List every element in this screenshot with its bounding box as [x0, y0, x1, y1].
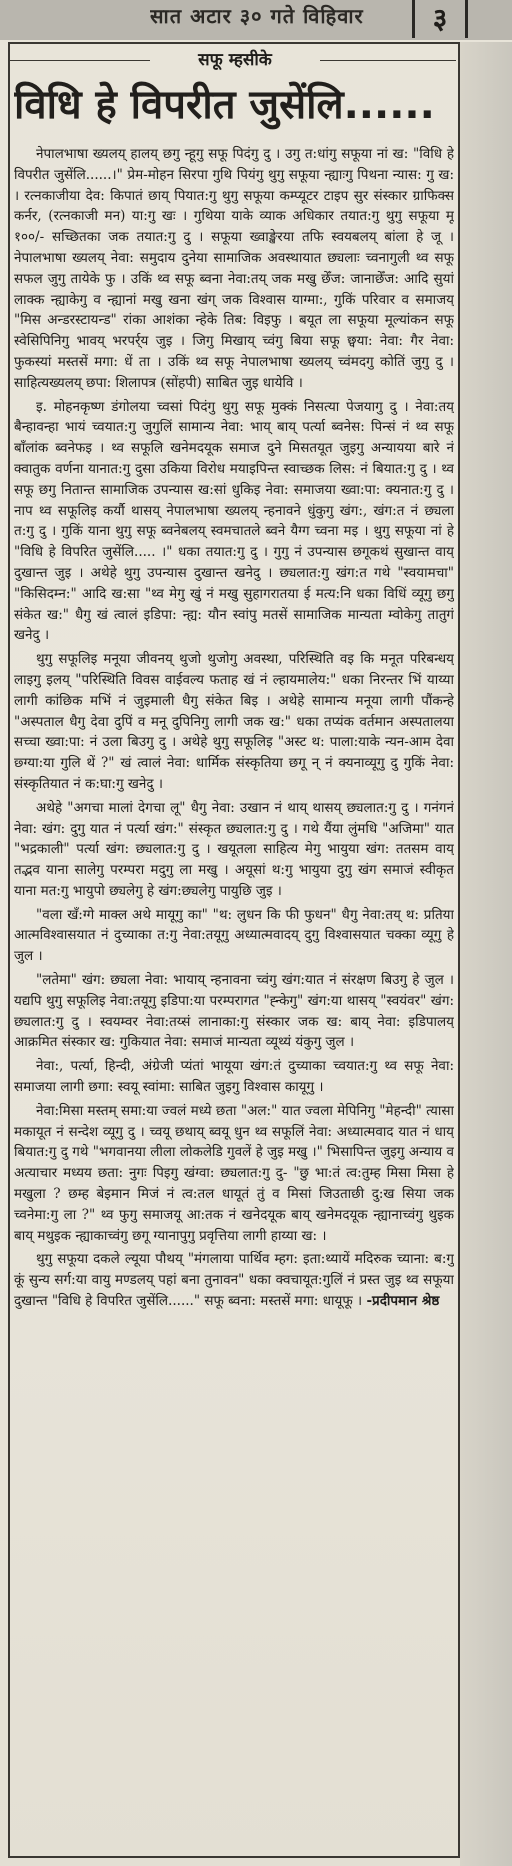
scan-margin	[460, 42, 512, 1866]
paragraph	[14, 1249, 454, 1311]
masthead-strip	[0, 0, 512, 40]
paragraph: थुगु सफूलिइ मनूया जीवनय् थुजो थुजोगु अवस्था, परिस्थिति वइ कि मनूत परिबन्धय् लाइगु इलय् "परिस्थिति विवस वाईवल्य फताह खं नं ल्हायमालेय:" धका निरन्तर भिं याय्या लागी कांछिक मभिं नं जुइमाली धैगु संकेत बिइ । अथेहे सामान्य मनूया लागी पौंकन्हे "अस्पताल धैगु देवा दुपिं व मनू दुपिनिगु लागी जक ख:" धका तप्यंक वर्तमान अस्पतालया सच्चा ख्वा:पा: नं उला बिउगु दु । अथेहे थुगु सफूलिइ "अस्ट थ: पाला:याके न्यन-आम देवा छ्ग्या:या गुलि थें ?" खं त्वालं नेवा: धार्मिक संस्कृतिया छगू न् नं क्यनाव्यूगु दु गुकिं नेवा: संस्कृतियात नं क:घा:गु खनेदु ।	[14, 651, 454, 792]
article-body	[14, 144, 454, 1838]
column-label: सफू म्हसीके	[198, 50, 272, 70]
byline: -प्रदीपमान श्रेष्ठ	[366, 1293, 440, 1310]
paragraph: नेवा:मिसा मस्तम् समा:या ज्वलं मध्ये छता "अल:" यात ज्वला मेपिनिगु "मेहन्दी" त्यासा मकायूत नं सन्देश व्यूगु दु । च्वयू छथाय् ब्वयू धुन थ्व सफूलिं नेवा: अध्यात्मवाद यात नं धाय् बियात:गु दु गथे "भगवानया लीला लोकलेडि गुवलें हे जुइ मखु ।" भिसापिन्त जुइगु अन्याय व अत्याचार मध्यय छता: नुगः पिइगु खंग्वा: छ्यलात:गु दु- "छु भा:तं त्व:तुम्ह मिसा मिसा हे मखुला ? छम्ह बेइमान मिजं नं त्व:तल धायूतं तुं व मिसां जिउताछी दु:ख सिया जक च्वनेमा:गु ला ?" थ्व फुगु समाजयू आ:तक नं खनेदयूक बाय् खनेमदयूक न्ह्यानाच्वंगु थुइक बाय् मथुइक न्ह्याकाच्वंगु छगू ग्यानापुगु प्रवृत्तिया लागी हाय्या ख: ।	[14, 1102, 454, 1244]
paragraph: "वला खँ:ग्गे माक्ल अथे मायूगु का" "थ: लुधन कि फी फुधन" धैगु नेवा:तय् थ: प्रतिया आत्मविश्वासयात नं दुच्याका त:गु नेवा:तयूगु अध्यात्मवादय् दुगु विश्वासयात चक्का व्यूगु हे जुल ।	[14, 906, 454, 965]
paragraph: नेवा:, पर्त्या, हिन्दी, अंग्रेजी प्यंतां भायूया खंग:तं दुच्याका च्वयात:गु थ्व सफू नेवा: समाजया लागी छगा: स्वयू स्वांमा: साबित जुइगु विश्वास कायूगु ।	[14, 1058, 454, 1096]
headline: विधि हे विपरीत जुसेंलि......	[14, 82, 435, 128]
paragraph: "लतेमा" खंग: छ्यला नेवा: भायाय् न्हनावना च्वंगु खंग:यात नं संरक्षण बिउगु हे जुल । यद्यपि थुगु सफूलिइ नेवा:तयूगु इडिपा:या परम्परागत "ह्न्केगु" खंग:या थासय् "स्वयंवर" खंग: छ्यलात:गु दु । स्वयम्वर नेवा:तय्सं लानाका:गु संस्कार जक ख: बाय् नेवा: इडिपालय् आक्रमित संस्कार ख: गुकियात नेवा: समाजं मान्यता व्यूथ्यं यंकुगु जुल ।	[14, 972, 454, 1051]
paragraph: इ. मोहनकृष्ण डंगोलया च्वसां पिदंगु थुगु सफू मुक्कं निसत्या पेजयागु दु । नेवा:तय् बैन्हावन्हा भायं च्वयात:गु जुगुलिं सामान्य नेवा: भाय् बाय् पर्त्या ब्वनेस: पिन्सं नं थ्व सफू बाँलांक ब्वनेफइ । थ्व सफूलि खनेमदयूक समाज दुने मिसतयूत जुइगु अन्यायया बारे नं क्वातुक वर्णना यानात:गु दुसा उकिया विरोध मयाइपिन्त स्वाच्छक लिस: नं बियात:गु दु । थ्व सफू छगु नितान्त सामाजिक उपन्यास ख:सां धुकिइ नेवा: समाजया ख्वा:पा: क्यनात:गु दु । नाप थ्व सफूलिइ कर्यौ थासय् नेपालभाषा ख्यलय् न्हनावने धुंकुगु खंग:, खंग:त नं छ्यला त:गु दु । गुकिं याना थुगु सफू ब्वनेबलय् स्वमचातले ब्वने यैग्ग च्वना मइ । थुगु सफूया नां हे "विधि हे विपरित जुसेंलि..... ।" धका तयात:गु दु । गुगु नं उपन्यास छगूकथं सुखान्त वाय् दुखान्त जुइ । अथेहे थुगु उपन्यास दुखान्त खनेदु । छ्यलात:गु खंग:त गथे "स्वयामचा" "किसिदम्न:" आदि ख:सा "थ्व मेगु खुं नं मखु सुहागरातया ई मत्य:नि धका विधिं व्यूगु छगु संकेत ख:" धैगु खं त्वालं इडिपा: न्ह्य: यौन स्वांपु मतसें सामाजिक मान्यता म्वोकेगु तातुगं खनेदु ।	[14, 398, 454, 644]
column-label-row	[10, 48, 456, 72]
paragraph: अथेहे "अगचा मालां देगचा लू" धैगु नेवा: उखान नं थाय् थासय् छ्यलात:गु दु । गनंगनं नेवा: खंग: दुगु यात नं पर्त्या खंग:" संस्कृत छ्यलात:गु दु । गथे यैंया लुंमधि "अजिमा" यात "भद्रकाली" पर्त्या खंग: छ्यलात:गु दु । खयूतला साहित्य मेगु भायुया खंग: ततसम वाय् तद्भव याना सालेगु परम्परा मदुगु ला मखु । अयूसां थ:गु भायुया दुगु खंग समाजं स्वीकृत याना मत:गु भायुपो छ्यलेगु हे खंग:छ्यलेगु पायुछि जुइ ।	[14, 799, 454, 899]
closing-paragraph-text: थुगु सफूया दकले ल्यूया पौथय् "मंगलाया पार्थिव म्हग: इता:थ्यायें मदिरुक च्याना: ब:गु कूं सुन्य सर्ग:या वायु मण्डलय् पहां बना तुनावन" धका क्वचायूत:गुलिं नं प्रस्त जुइ थ्व सफूया दुखान्त "विधि हे विपरित जुसेंलि......" सफू ब्वना: मस्तसें मगा: धायूफू ।	[14, 1251, 454, 1310]
column-label-rule-right	[320, 60, 456, 61]
masthead-date: सात अटार ३० गते विहिवार	[150, 4, 364, 28]
page-number: ३	[412, 0, 468, 38]
paragraph: नेपालभाषा ख्यलय् हालय् छगु न्हूगु सफू पिदंगु दु । उगु त:धांगु सफूया नां ख: "विधि हे विपरीत जुसेंलि......।" प्रेम-मोहन सिरपा गुथि पियंगु थुगु सफूया न्ह्याःगु पिथना न्यास: गु ख: । रत्नकाजीया देव: किपातं छाय् पियात:गु थुगु सफूया कम्प्यूटर टाइप सुर संस्कार ग्राफिक्स कर्नर, (रत्नकाजी मन) या:गु खः । गुथिया याके व्याक अधिकार तयात:गु थुगु सफूया मू १००/- सच्छितका जक तयात:गु दु । सफूया ख्वाङ्खेरया तफि स्वयबलय् बांला हे जू । नेपालभाषा ख्यलय् नेवा: समुदाय दुनेया सामाजिक अवस्थायात छ्यलाः च्वनागुली थ्व सफू सफल जुगु तायेके फु । उकिं थ्व सफू ब्वना नेवा:तय् जक मखु छेँज: जानाछेँज: आदि सुयां लाक्क न्ह्याकेगु व न्ह्यानां मखु खना खंग् जक विश्वास याग्मा:, गुकिं परिवार व समाजय् "मिस अन्डरस्टायन्ड" रांका आशंका न्हेके तिब: विइफु । बयूत ला सफूया मूल्यांकन सफू स्वेसिपिनिगु भावय् भरपर्र्य जुइ । जिगु मिखाय् च्वंगु बिया सफू छ्वया: नेवा: गैर नेवा: फुकस्यां मस्तसें मगा: धें ता । उकिं थ्व सफू नेपालभाषा ख्यलय् च्वंमदगु कोतिं जुगु दु । साहित्यख्यलय् छपा: शिलापत्र (सोंहपी) साबित जुइ धायेवि ।	[14, 146, 454, 391]
column-label-rule-left	[10, 60, 150, 61]
